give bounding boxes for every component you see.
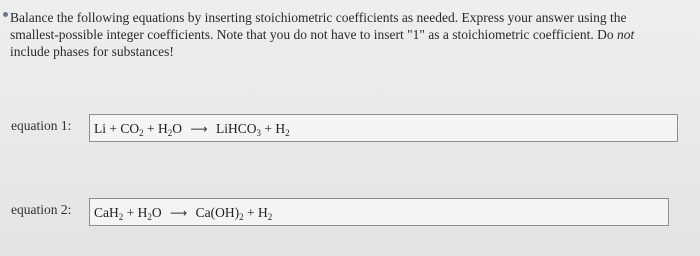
eq1-species-h2o: $H_2O$ bbox=[158, 121, 183, 138]
reaction-arrow-icon: ⟶ bbox=[170, 206, 188, 220]
bullet-icon bbox=[3, 12, 8, 17]
plus-sign: + bbox=[109, 121, 117, 136]
eq1-species-li: Li bbox=[94, 121, 106, 136]
eq1-species-co2: $CO_2$ bbox=[120, 121, 144, 138]
instructions-emphasis: not bbox=[617, 27, 635, 42]
instructions-part2: include phases for substances! bbox=[10, 44, 174, 59]
eq2-species-h2o: $H_2O$ bbox=[137, 205, 162, 222]
equation-2-label: equation 2: bbox=[11, 202, 72, 217]
eq2-species-cah2: CaH$_2$ bbox=[94, 205, 124, 222]
equation-row-2 bbox=[0, 198, 700, 238]
eq1-species-lihco3: LiHCO$_3$ bbox=[215, 121, 261, 138]
instructions-part1: Balance the following equations by inserting stoichiometric coefficients as needed. Express your answer using the smallest-possible integer coefficients. Note that you do not have to insert "1" as a stoichiometric coefficient. Do bbox=[10, 10, 627, 42]
eq1-species-h2: $H_2$ bbox=[275, 121, 290, 138]
equation-2-input[interactable] bbox=[89, 198, 669, 226]
plus-sign: + bbox=[147, 121, 155, 136]
equation-1-input[interactable] bbox=[89, 114, 678, 142]
eq2-species-caoh2: $Ca(OH)_2$ bbox=[195, 205, 244, 222]
equation-row-1 bbox=[0, 114, 700, 154]
plus-sign: + bbox=[126, 205, 135, 220]
equation-1-label: equation 1: bbox=[11, 118, 72, 133]
reaction-arrow-icon: ⟶ bbox=[190, 122, 208, 136]
instructions-text bbox=[10, 9, 660, 60]
plus-sign: + bbox=[246, 205, 255, 220]
plus-sign: + bbox=[264, 121, 272, 136]
eq2-species-h2: $H_2$ bbox=[257, 205, 273, 222]
